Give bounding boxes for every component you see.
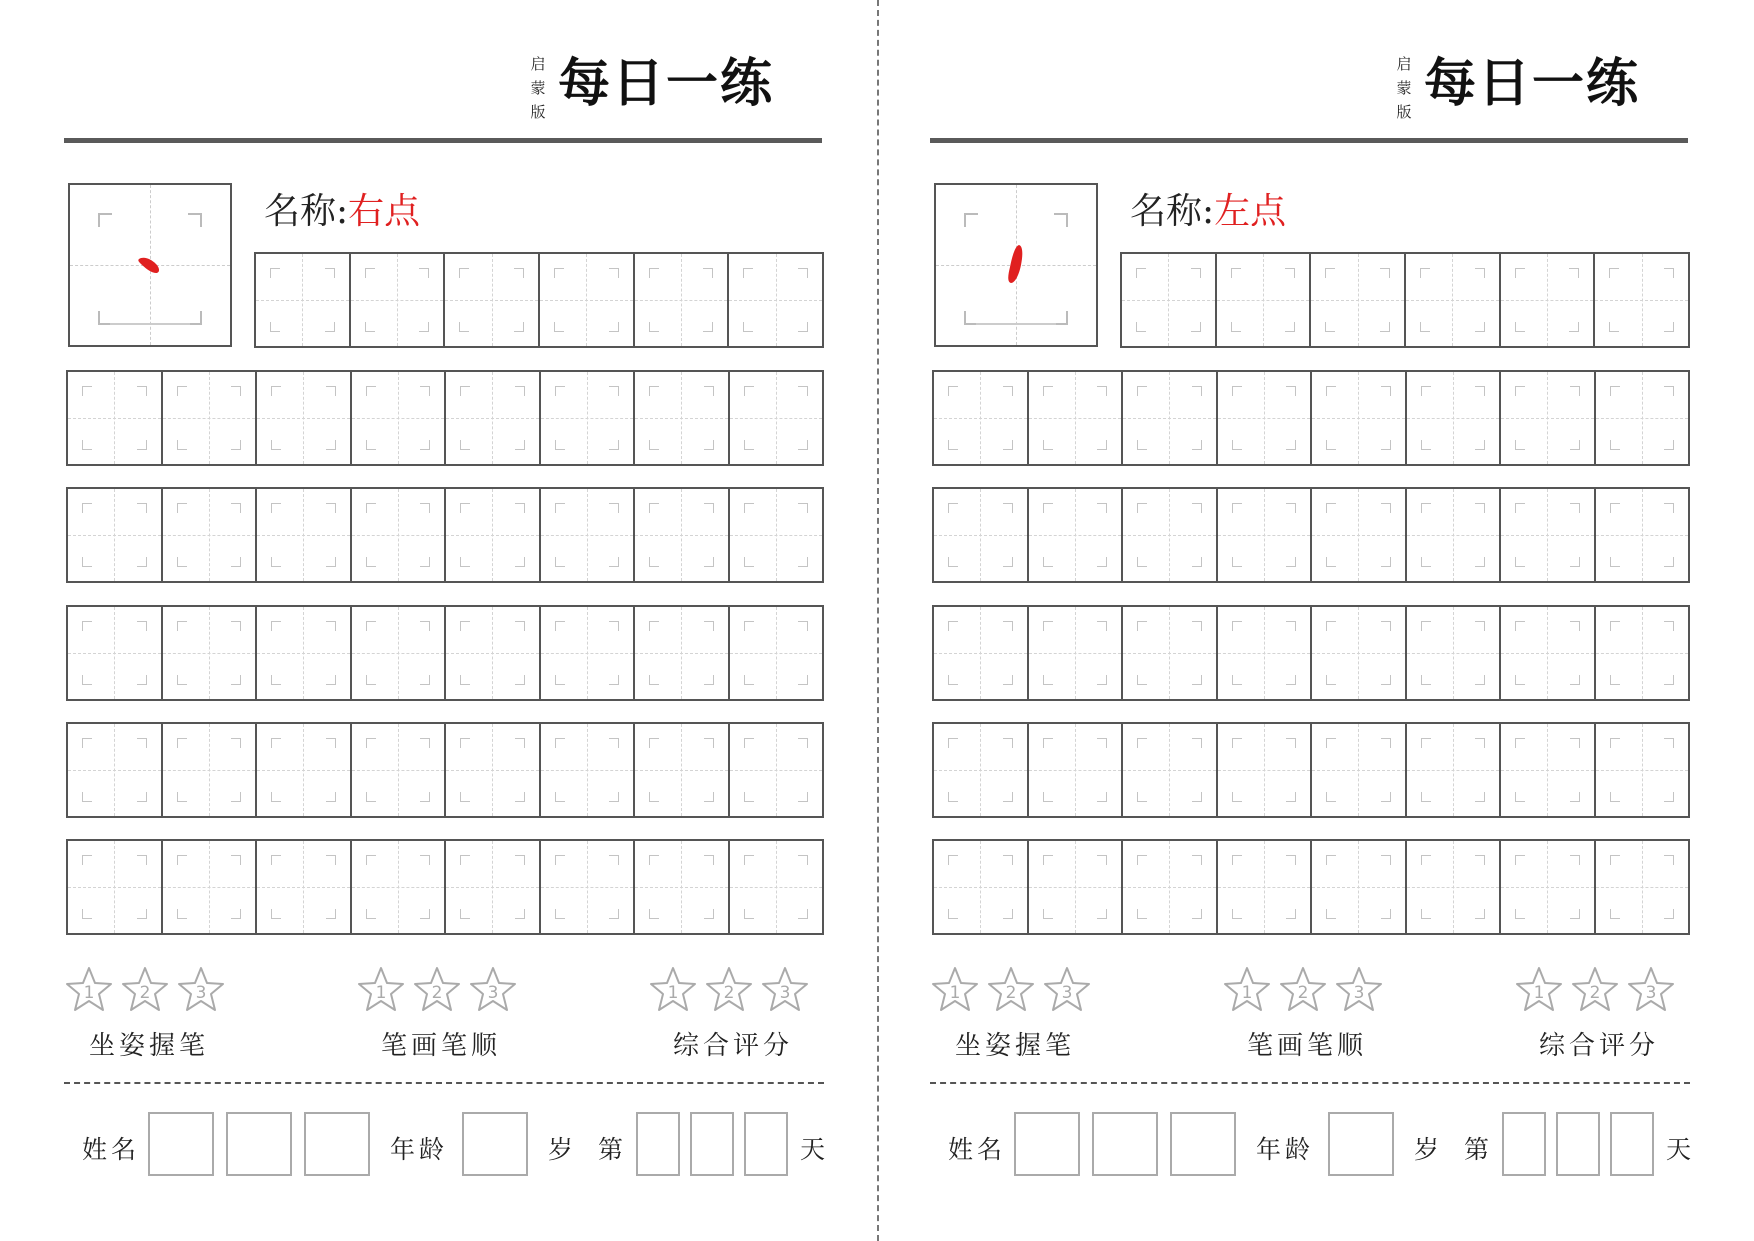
writing-cell[interactable] (1123, 607, 1218, 699)
practice-row-3 (66, 605, 824, 701)
writing-cell[interactable] (1123, 489, 1218, 581)
writing-cell[interactable] (1312, 489, 1407, 581)
practice-row-5 (66, 839, 824, 935)
writing-cell[interactable] (1501, 254, 1596, 346)
star-1-icon[interactable] (356, 965, 406, 1015)
writing-cell[interactable] (351, 254, 446, 346)
day-box-1[interactable] (636, 1112, 680, 1176)
worksheet-title: 每日一练 (1424, 53, 1641, 114)
writing-cell[interactable] (257, 841, 352, 933)
rating-overall: 1 2 3 综合评分 (648, 965, 838, 1062)
label-years: 岁 (548, 1135, 578, 1164)
writing-cell[interactable] (446, 841, 541, 933)
day-box-3[interactable] (1610, 1112, 1654, 1176)
star-3-icon[interactable] (1334, 965, 1384, 1015)
writing-cell[interactable] (257, 489, 352, 581)
name-box-3[interactable] (304, 1112, 370, 1176)
writing-cell[interactable] (540, 254, 635, 346)
writing-cell[interactable] (1029, 607, 1124, 699)
svg-text:1: 1 (949, 983, 961, 1003)
stroke-name (1130, 190, 1286, 234)
svg-text:1: 1 (83, 983, 95, 1003)
student-info (68, 1112, 828, 1178)
svg-text:1: 1 (667, 983, 679, 1003)
practice-row-1 (932, 370, 1690, 466)
right-dot-stroke (68, 183, 232, 347)
name-box-1[interactable] (1014, 1112, 1080, 1176)
practice-row-3 (932, 605, 1690, 701)
day-box-1[interactable] (1502, 1112, 1546, 1176)
writing-cell[interactable] (1596, 372, 1689, 464)
name-value: 右点 (348, 191, 421, 232)
label-day-suffix: 天 (1666, 1135, 1696, 1164)
writing-cell[interactable] (1029, 841, 1124, 933)
writing-cell[interactable] (352, 607, 447, 699)
writing-cell[interactable] (635, 254, 730, 346)
star-3-icon[interactable] (468, 965, 518, 1015)
writing-cell[interactable] (68, 607, 163, 699)
svg-text:3: 3 (1353, 983, 1365, 1003)
writing-cell[interactable] (1123, 372, 1218, 464)
stroke-demo-box (934, 183, 1098, 347)
writing-cell[interactable] (68, 489, 163, 581)
age-box[interactable] (462, 1112, 528, 1176)
star-3-icon[interactable] (176, 965, 226, 1015)
name-label: 名称: (264, 191, 349, 232)
star-1-icon[interactable] (64, 965, 114, 1015)
star-3-icon[interactable] (760, 965, 810, 1015)
footer-separator (64, 1082, 824, 1084)
writing-cell[interactable] (934, 372, 1029, 464)
writing-cell[interactable] (446, 607, 541, 699)
rating-posture: 1 2 3 坐姿握笔 (64, 965, 254, 1062)
worksheet-right (934, 0, 1694, 1241)
writing-cell[interactable] (541, 724, 636, 816)
writing-cell[interactable] (541, 489, 636, 581)
title-rule (930, 138, 1688, 143)
rating-posture: 1 2 3 坐姿握笔 (930, 965, 1120, 1062)
writing-cell[interactable] (1122, 254, 1217, 346)
writing-cell[interactable] (1123, 841, 1218, 933)
label-name: 姓名 (948, 1135, 1007, 1164)
writing-cell[interactable] (635, 841, 730, 933)
svg-text:2: 2 (1589, 983, 1601, 1003)
writing-cell[interactable] (1501, 372, 1596, 464)
star-2-icon[interactable] (1278, 965, 1328, 1015)
writing-cell[interactable] (352, 489, 447, 581)
day-box-3[interactable] (744, 1112, 788, 1176)
star-2-icon[interactable] (986, 965, 1036, 1015)
writing-cell[interactable] (1407, 607, 1502, 699)
writing-cell[interactable] (1596, 489, 1689, 581)
practice-row-4 (932, 722, 1690, 818)
writing-cell[interactable] (446, 489, 541, 581)
writing-cell[interactable] (541, 841, 636, 933)
name-box-2[interactable] (226, 1112, 292, 1176)
title-rule (64, 138, 822, 143)
writing-cell[interactable] (934, 724, 1029, 816)
writing-cell[interactable] (352, 724, 447, 816)
writing-cell[interactable] (257, 372, 352, 464)
writing-cell[interactable] (1312, 372, 1407, 464)
writing-cell[interactable] (1312, 724, 1407, 816)
writing-cell[interactable] (730, 489, 823, 581)
writing-cell[interactable] (635, 489, 730, 581)
edition-label: 启 蒙 版 (1396, 55, 1412, 121)
svg-text:2: 2 (723, 983, 735, 1003)
writing-cell[interactable] (68, 841, 163, 933)
footer-separator (930, 1082, 1690, 1084)
writing-cell[interactable] (163, 607, 258, 699)
left-dot-stroke (934, 183, 1098, 347)
stroke-name (264, 190, 420, 234)
svg-text:2: 2 (431, 983, 443, 1003)
star-2-icon[interactable] (120, 965, 170, 1015)
svg-text:3: 3 (1061, 983, 1073, 1003)
svg-text:2: 2 (1005, 983, 1017, 1003)
writing-cell[interactable] (1595, 254, 1688, 346)
svg-text:3: 3 (779, 983, 791, 1003)
svg-text:3: 3 (1645, 983, 1657, 1003)
writing-cell[interactable] (445, 254, 540, 346)
name-box-2[interactable] (1092, 1112, 1158, 1176)
age-box[interactable] (1328, 1112, 1394, 1176)
practice-row-5 (932, 839, 1690, 935)
writing-cell[interactable] (1029, 489, 1124, 581)
writing-cell[interactable] (541, 607, 636, 699)
star-3-icon[interactable] (1042, 965, 1092, 1015)
writing-cell[interactable] (163, 372, 258, 464)
writing-cell[interactable] (635, 724, 730, 816)
writing-cell[interactable] (635, 372, 730, 464)
writing-cell[interactable] (1029, 724, 1124, 816)
practice-row-top (1120, 252, 1690, 348)
writing-cell[interactable] (257, 607, 352, 699)
writing-cell[interactable] (1123, 724, 1218, 816)
writing-cell[interactable] (1312, 841, 1407, 933)
writing-cell[interactable] (730, 841, 823, 933)
writing-cell[interactable] (1596, 607, 1689, 699)
label-years: 岁 (1414, 1135, 1444, 1164)
writing-cell[interactable] (1407, 841, 1502, 933)
stroke-demo-box (68, 183, 232, 347)
writing-cell[interactable] (934, 489, 1029, 581)
writing-cell[interactable] (446, 372, 541, 464)
edition-label: 启 蒙 版 (530, 55, 546, 121)
writing-cell[interactable] (1218, 724, 1313, 816)
writing-cell[interactable] (163, 724, 258, 816)
svg-text:2: 2 (1297, 983, 1309, 1003)
writing-cell[interactable] (1501, 841, 1596, 933)
name-value: 左点 (1214, 191, 1287, 232)
name-box-1[interactable] (148, 1112, 214, 1176)
writing-cell[interactable] (352, 841, 447, 933)
label-age: 年龄 (1256, 1135, 1315, 1164)
writing-cell[interactable] (1596, 841, 1689, 933)
writing-cell[interactable] (1218, 372, 1313, 464)
writing-cell[interactable] (68, 372, 163, 464)
star-2-icon[interactable] (412, 965, 462, 1015)
star-1-icon[interactable] (1222, 965, 1272, 1015)
svg-text:3: 3 (487, 983, 499, 1003)
writing-cell[interactable] (163, 841, 258, 933)
label-age: 年龄 (390, 1135, 449, 1164)
writing-cell[interactable] (934, 841, 1029, 933)
rating-strokes: 1 2 3 笔画笔顺 (356, 965, 546, 1062)
writing-cell[interactable] (1218, 841, 1313, 933)
writing-cell[interactable] (1501, 724, 1596, 816)
writing-cell[interactable] (730, 607, 823, 699)
writing-cell[interactable] (635, 607, 730, 699)
label-day-prefix: 第 (1464, 1135, 1494, 1164)
writing-cell[interactable] (1501, 607, 1596, 699)
writing-cell[interactable] (729, 254, 822, 346)
day-box-2[interactable] (1556, 1112, 1600, 1176)
day-box-2[interactable] (690, 1112, 734, 1176)
rating-overall: 1 2 3 综合评分 (1514, 965, 1704, 1062)
practice-row-4 (66, 722, 824, 818)
writing-cell[interactable] (730, 372, 823, 464)
writing-cell[interactable] (1029, 372, 1124, 464)
writing-cell[interactable] (1407, 489, 1502, 581)
svg-text:1: 1 (375, 983, 387, 1003)
writing-cell[interactable] (541, 372, 636, 464)
star-2-icon[interactable] (704, 965, 754, 1015)
writing-cell[interactable] (352, 372, 447, 464)
label-day-suffix: 天 (800, 1135, 830, 1164)
writing-cell[interactable] (1312, 607, 1407, 699)
writing-cell[interactable] (68, 724, 163, 816)
writing-cell[interactable] (1501, 489, 1596, 581)
writing-cell[interactable] (1407, 724, 1502, 816)
worksheet-left (68, 0, 828, 1241)
writing-cell[interactable] (1596, 724, 1689, 816)
student-info (934, 1112, 1694, 1178)
svg-text:3: 3 (195, 983, 207, 1003)
practice-row-top (254, 252, 824, 348)
practice-row-1 (66, 370, 824, 466)
rating-strokes: 1 2 3 笔画笔顺 (1222, 965, 1412, 1062)
writing-cell[interactable] (1406, 254, 1501, 346)
star-1-icon[interactable] (1514, 965, 1564, 1015)
page-fold-divider (877, 0, 879, 1241)
writing-cell[interactable] (730, 724, 823, 816)
practice-row-2 (932, 487, 1690, 583)
writing-cell[interactable] (446, 724, 541, 816)
star-1-icon[interactable] (648, 965, 698, 1015)
svg-text:1: 1 (1533, 983, 1545, 1003)
svg-text:1: 1 (1241, 983, 1253, 1003)
star-1-icon[interactable] (930, 965, 980, 1015)
practice-row-2 (66, 487, 824, 583)
writing-cell[interactable] (934, 607, 1029, 699)
writing-cell[interactable] (257, 724, 352, 816)
label-name: 姓名 (82, 1135, 141, 1164)
writing-cell[interactable] (1311, 254, 1406, 346)
name-label: 名称: (1130, 191, 1215, 232)
writing-cell[interactable] (1217, 254, 1312, 346)
name-box-3[interactable] (1170, 1112, 1236, 1176)
writing-cell[interactable] (1218, 607, 1313, 699)
worksheet-title: 每日一练 (558, 53, 775, 114)
writing-cell[interactable] (1407, 372, 1502, 464)
writing-cell[interactable] (163, 489, 258, 581)
svg-text:2: 2 (139, 983, 151, 1003)
writing-cell[interactable] (256, 254, 351, 346)
star-2-icon[interactable] (1570, 965, 1620, 1015)
label-day-prefix: 第 (598, 1135, 628, 1164)
writing-cell[interactable] (1218, 489, 1313, 581)
star-3-icon[interactable] (1626, 965, 1676, 1015)
